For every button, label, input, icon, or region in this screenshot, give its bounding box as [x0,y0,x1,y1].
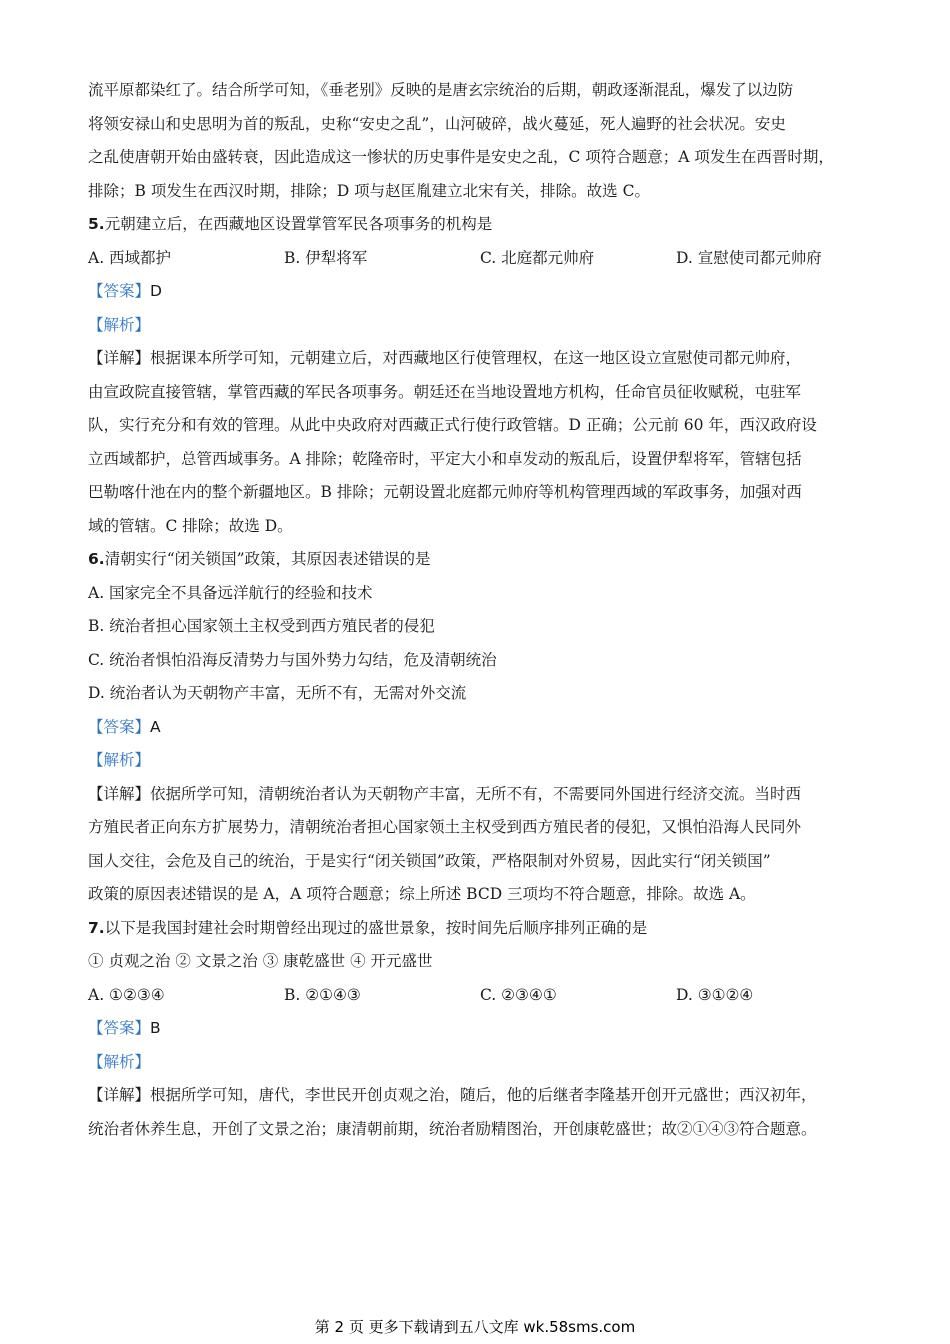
detail-line: 政策的原因表述错误的是 A，A 项符合题意；综上所述 BCD 三项均不符合题意，排除。故选 A。 [88,885,756,903]
answer-row [88,1012,878,1046]
document-page [88,74,878,1146]
question-5 [88,208,878,242]
detail-line: 队，实行充分和有效的管理。从此中央政府对西藏正式行使行政管辖。D 正确；公元前 60 年，西汉政府设 [88,416,817,434]
detail-line: 统治者休养生息，开创了文景之治；康清朝前期，统治者励精图治，开创康乾盛世；故②①④③符合题意。 [88,1119,817,1138]
option-d: D. 统治者认为天朝物产丰富，无所不有，无需对外交流 [88,684,467,702]
detail-line: 由宣政院直接管辖，掌管西藏的军民各项事务。朝廷还在当地设置地方机构，任命官员征收赋税，屯驻军 [88,382,802,401]
analysis-row [88,309,878,343]
analysis-label: 【解析】 [88,751,151,769]
question-items: ① 贞观之治 ② 文景之治 ③ 康乾盛世 ④ 开元盛世 [88,952,433,970]
detail-text: 依据所学可知，清朝统治者认为天朝物产丰富，无所不有，不需要同外国进行经济交流。当时西 [150,784,802,803]
answer-label: 【答案】 [88,717,151,736]
answer-value: A [150,717,161,736]
analysis-label: 【解析】 [88,315,151,334]
page-footer: 第 2 页 更多下载请到五八文库 wk.58sms.com [314,1318,636,1336]
detail-line [88,778,878,812]
intro-line: 将领安禄山和史思明为首的叛乱，史称“安史之乱”，山河破碎，战火蔓延，死人遍野的社会状况。安史 [88,114,786,133]
question-text: 元朝建立后，在西藏地区设置掌管军民各项事务的机构是 [104,215,493,233]
detail-line: 方殖民者正向东方扩展势力，清朝统治者担心国家领土主权受到西方殖民者的侵犯，又惧怕沿海人民同外 [88,818,802,836]
detail-line [88,342,878,376]
detail-label: 【详解】 [88,1086,151,1104]
question-text: 以下是我国封建社会时期曾经出现过的盛世景象，按时间先后顺序排列正确的是 [104,918,648,937]
option-c: C. 北庭都元帅府 [480,248,595,267]
analysis-row [88,744,878,778]
detail-line: 国人交往，会危及自己的统治，于是实行“闭关锁国”政策，严格限制对外贸易，因此实行“闭关锁国” [88,851,771,870]
answer-value: B [150,1019,161,1037]
analysis-label: 【解析】 [88,1052,151,1071]
detail-line: 立西域都护，总管西域事务。A 排除；乾隆帝时，平定大小和卓发动的叛乱后，设置伊犁将军，管辖包括 [88,449,802,468]
detail-line [88,1079,878,1113]
question-5-options [88,242,878,276]
option-c: C. 统治者惧怕沿海反清势力与国外势力勾结，危及清朝统治 [88,650,497,669]
answer-row [88,275,878,309]
detail-line: 巴勒喀什池在内的整个新疆地区。B 排除；元朝设置北庭都元帅府等机构管理西域的军政事务，加强对西 [88,483,802,501]
question-7-options [88,979,878,1013]
option-b: B. 统治者担心国家领土主权受到西方殖民者的侵犯 [88,617,435,635]
question-number: 5. [88,215,105,233]
answer-label: 【答案】 [88,282,151,300]
intro-line: 之乱使唐朝开始由盛转衰，因此造成这一惨状的历史事件是安史之乱，C 项符合题意；A 项发生在西晋时期， [88,148,834,166]
answer-label: 【答案】 [88,1019,151,1037]
question-number: 6. [88,550,105,568]
detail-text: 根据所学可知，唐代，李世民开创贞观之治，随后，他的后继者李隆基开创开元盛世；西汉初年， [150,1086,817,1104]
detail-label: 【详解】 [88,349,151,367]
question-text: 清朝实行“闭关锁国”政策，其原因表述错误的是 [104,550,431,568]
option-b: B. ②①④③ [284,985,361,1004]
intro-line: 流平原都染红了。结合所学可知，《垂老别》反映的是唐玄宗统治的后期，朝政逐渐混乱，爆发了以边防 [88,81,794,99]
analysis-row [88,1046,878,1080]
question-6 [88,543,878,577]
answer-value: D [150,282,162,300]
question-7 [88,912,878,946]
option-d: D. 宣慰使司都元帅府 [676,248,822,267]
option-a: A. 西域都护 [88,248,172,267]
option-d: D. ③①②④ [676,985,754,1004]
option-b: B. 伊犁将军 [284,248,368,267]
detail-line: 域的管辖。C 排除；故选 D。 [88,516,293,535]
answer-row [88,711,878,745]
intro-line: 排除；B 项发生在西汉时期，排除；D 项与赵匡胤建立北宋有关，排除。故选 C。 [88,181,650,200]
option-a: A. ①②③④ [88,985,165,1004]
detail-text: 根据课本所学可知，元朝建立后，对西藏地区行使管理权，在这一地区设立宣慰使司都元帅府， [150,349,802,367]
question-number: 7. [88,918,105,937]
option-c: C. ②③④① [480,985,557,1004]
option-a: A. 国家完全不具备远洋航行的经验和技术 [88,583,373,602]
detail-label: 【详解】 [88,784,151,803]
